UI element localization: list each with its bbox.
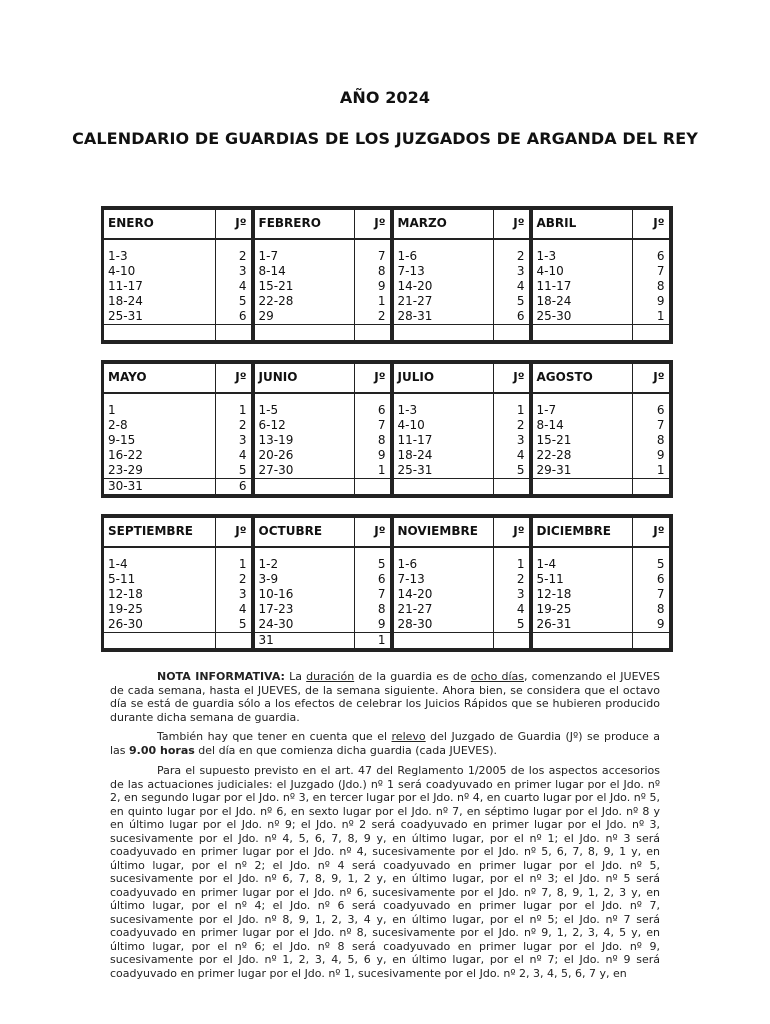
court-number: 9 (355, 279, 392, 294)
guard-date-range (531, 479, 633, 497)
court-number: 6 (494, 309, 531, 325)
court-number: 4 (216, 279, 253, 294)
court-number: 2 (494, 572, 531, 587)
court-number: 1 (494, 403, 531, 418)
table-row (103, 463, 671, 479)
guard-date-range: 4-10 (103, 264, 216, 279)
court-number: 1 (216, 557, 253, 572)
guard-date-range: 11-17 (392, 433, 494, 448)
court-number (494, 325, 531, 343)
court-column-header: Jº (633, 362, 671, 393)
table-row (103, 433, 671, 448)
court-number: 9 (633, 448, 671, 463)
month-name: ENERO (103, 208, 216, 239)
guard-date-range: 9-15 (103, 433, 216, 448)
month-name: NOVIEMBRE (392, 516, 494, 547)
guard-date-range: 1-3 (103, 249, 216, 264)
calendar-table-q1 (101, 206, 673, 344)
table-row (103, 249, 671, 264)
table-row (103, 403, 671, 418)
court-number: 5 (633, 557, 671, 572)
table-row (103, 309, 671, 325)
guard-date-range: 8-14 (253, 264, 355, 279)
court-number: 7 (355, 418, 392, 433)
court-column-header: Jº (494, 362, 531, 393)
guard-date-range: 1-7 (531, 403, 633, 418)
court-number (494, 633, 531, 651)
guard-date-range: 26-31 (531, 617, 633, 633)
guard-date-range: 3-9 (253, 572, 355, 587)
court-number: 3 (494, 587, 531, 602)
guard-date-range: 7-13 (392, 264, 494, 279)
month-name: FEBRERO (253, 208, 355, 239)
guard-date-range: 28-30 (392, 617, 494, 633)
court-number: 5 (216, 617, 253, 633)
court-number: 1 (355, 294, 392, 309)
guard-date-range: 29 (253, 309, 355, 325)
relevo-text-3: del día en que comienza dicha guardia (cada JUEVES). (194, 743, 498, 757)
relevo-text-1: También hay que tener en cuenta que el (157, 730, 392, 743)
court-number: 5 (355, 557, 392, 572)
note-text-3: , comenzando el JUEVES de cada semana, hasta el JUEVES, de la semana siguiente. Ahora bien, se considera que el octavo día se está de guardia sólo a los efectos de celebrar los Juicios Rápidos que se hubieren producido durante dicha semana de guardia. (110, 670, 660, 724)
court-column-header: Jº (355, 362, 392, 393)
guard-date-range: 22-28 (531, 448, 633, 463)
guard-date-range: 6-12 (253, 418, 355, 433)
guard-date-range: 15-21 (531, 433, 633, 448)
note-text-1: La (284, 670, 307, 683)
court-number: 4 (216, 448, 253, 463)
court-column-header: Jº (494, 516, 531, 547)
guard-date-range (253, 325, 355, 343)
court-number: 2 (216, 418, 253, 433)
court-number: 7 (355, 587, 392, 602)
guard-date-range: 14-20 (392, 279, 494, 294)
guard-date-range: 31 (253, 633, 355, 651)
court-number: 5 (216, 463, 253, 479)
court-number: 9 (355, 448, 392, 463)
court-number: 4 (494, 279, 531, 294)
note-eight-days: ocho días (470, 670, 525, 683)
guard-date-range: 18-24 (103, 294, 216, 309)
court-number: 4 (494, 448, 531, 463)
relevo-paragraph (110, 730, 660, 757)
court-number (633, 325, 671, 343)
guard-date-range: 18-24 (392, 448, 494, 463)
guard-date-range: 27-30 (253, 463, 355, 479)
court-number: 8 (633, 279, 671, 294)
guard-date-range: 16-22 (103, 448, 216, 463)
court-number: 3 (216, 587, 253, 602)
table-row (103, 587, 671, 602)
relevo-word: relevo (391, 730, 426, 743)
guard-date-range: 11-17 (531, 279, 633, 294)
court-number (633, 633, 671, 651)
court-number: 7 (633, 418, 671, 433)
court-number: 1 (494, 557, 531, 572)
court-column-header: Jº (355, 208, 392, 239)
court-number: 3 (494, 433, 531, 448)
court-number: 2 (494, 418, 531, 433)
month-name: ABRIL (531, 208, 633, 239)
note-duration: duración (306, 670, 355, 683)
guard-date-range: 25-31 (103, 309, 216, 325)
table-row (103, 294, 671, 309)
court-number: 8 (355, 433, 392, 448)
table-row (103, 448, 671, 463)
guard-date-range (392, 633, 494, 651)
guard-date-range: 19-25 (531, 602, 633, 617)
document-title: CALENDARIO DE GUARDIAS DE LOS JUZGADOS DE ARGANDA DEL REY (72, 129, 698, 148)
month-name: MARZO (392, 208, 494, 239)
table-row (103, 633, 671, 651)
court-number: 4 (216, 602, 253, 617)
table-row (103, 557, 671, 572)
court-number: 5 (216, 294, 253, 309)
table-row (103, 279, 671, 294)
court-number (633, 479, 671, 497)
guard-date-range (531, 325, 633, 343)
court-number: 3 (216, 433, 253, 448)
court-number: 5 (494, 617, 531, 633)
table-row (103, 602, 671, 617)
month-name: JUNIO (253, 362, 355, 393)
court-number: 5 (494, 463, 531, 479)
guard-date-range: 19-25 (103, 602, 216, 617)
month-name: OCTUBRE (253, 516, 355, 547)
court-number: 1 (633, 463, 671, 479)
note-label: NOTA INFORMATIVA: (157, 670, 285, 683)
court-number (494, 479, 531, 497)
court-number: 2 (216, 249, 253, 264)
guard-date-range: 1 (103, 403, 216, 418)
guard-date-range (103, 633, 216, 651)
guard-date-range: 5-11 (531, 572, 633, 587)
guard-date-range: 8-14 (531, 418, 633, 433)
court-column-header: Jº (216, 516, 253, 547)
guard-date-range: 1-7 (253, 249, 355, 264)
court-column-header: Jº (216, 362, 253, 393)
year-title: AÑO 2024 (339, 88, 431, 107)
court-number: 9 (633, 617, 671, 633)
guard-date-range: 30-31 (103, 479, 216, 497)
court-number (216, 325, 253, 343)
relevo-text-2: del Juzgado de Guardia (Jº) se produce a las (110, 730, 660, 757)
guard-date-range (531, 633, 633, 651)
month-name: SEPTIEMBRE (103, 516, 216, 547)
guard-date-range: 12-18 (531, 587, 633, 602)
guard-date-range: 11-17 (103, 279, 216, 294)
court-number: 7 (355, 249, 392, 264)
court-number: 3 (494, 264, 531, 279)
guard-date-range: 18-24 (531, 294, 633, 309)
guard-date-range: 17-23 (253, 602, 355, 617)
month-header-row (103, 516, 671, 547)
informative-note (110, 670, 660, 724)
guard-date-range: 10-16 (253, 587, 355, 602)
guard-date-range: 1-4 (531, 557, 633, 572)
court-number: 1 (355, 463, 392, 479)
guard-date-range: 26-30 (103, 617, 216, 633)
guard-date-range: 25-30 (531, 309, 633, 325)
court-number: 4 (494, 602, 531, 617)
guard-date-range: 1-4 (103, 557, 216, 572)
court-number: 1 (633, 309, 671, 325)
court-number: 5 (494, 294, 531, 309)
court-number: 1 (355, 633, 392, 651)
guard-date-range: 29-31 (531, 463, 633, 479)
court-number: 6 (633, 572, 671, 587)
court-number: 2 (216, 572, 253, 587)
court-number: 6 (216, 309, 253, 325)
month-name: MAYO (103, 362, 216, 393)
table-row (103, 479, 671, 497)
court-number (355, 325, 392, 343)
court-number: 6 (355, 403, 392, 418)
table-row (103, 617, 671, 633)
guard-date-range: 28-31 (392, 309, 494, 325)
court-number: 6 (633, 403, 671, 418)
court-number: 6 (633, 249, 671, 264)
guard-date-range: 2-8 (103, 418, 216, 433)
guard-date-range: 23-29 (103, 463, 216, 479)
guard-date-range: 21-27 (392, 294, 494, 309)
month-name: AGOSTO (531, 362, 633, 393)
coadyuvancia-text: Para el supuesto previsto en el art. 47 del Reglamento 1/2005 de los aspectos accesorios de las actuaciones judiciales: el Juzgado (Jdo.) nº 1 será coadyuvado en primer lugar por el Jdo. nº 2, en segundo lugar por el Jdo. nº 3, en tercer lugar por el Jdo. nº 4, en cuarto lugar por el Jdo. nº 5, en quinto lugar por el Jdo. nº 6, en sexto lugar por el Jdo. nº 7, en séptimo lugar por el Jdo. nº 8 y en último lugar por el Jdo. nº 9; el Jdo. nº 2 será coadyuvado en primer lugar por el Jdo. nº 3, sucesivamente por el Jdo. nº 4, 5, 6, 7, 8, 9 y, en último lugar, por el nº 1; el Jdo. nº 3 será coadyuvado en primer lugar por el Jdo. nº 4, sucesivamente por el Jdo. nº 5, 6, 7, 8, 9, 1 y, en último lugar, por el nº 2; el Jdo. nº 4 será coadyuvado en primer lugar por el Jdo. nº 5, sucesivamente por el Jdo. nº 6, 7, 8, 9, 1, 2 y, en último lugar, por el nº 3; el Jdo. nº 5 será coadyuvado en primer lugar por el Jdo. nº 6, sucesivamente por el Jdo. nº 7, 8, 9, 1, 2, 3 y, en último lugar, por el nº 4; el Jdo. nº 6 será coadyuvado en primer lugar por el Jdo. nº 7, sucesivamente por el Jdo. nº 8, 9, 1, 2, 3, 4 y, en último lugar, por el nº 5; el Jdo. nº 7 será coadyuvado en primer lugar por el Jdo. nº 8, sucesivamente por el Jdo. nº 9, 1, 2, 3, 4, 5 y, en último lugar, por el nº 6; el Jdo. nº 8 será coadyuvado en primer lugar por el Jdo. nº 9, sucesivamente por el Jdo. nº 1, 2, 3, 4, 5, 6 y, en último lugar, por el nº 7; el Jdo. nº 9 será coadyuvado en primer lugar por el Jdo. nº 1, sucesivamente por el Jdo. nº 2, 3, 4, 5, 6, 7 y, en (110, 764, 660, 980)
court-number: 6 (216, 479, 253, 497)
guard-date-range: 25-31 (392, 463, 494, 479)
table-row (103, 418, 671, 433)
guard-date-range: 14-20 (392, 587, 494, 602)
guard-date-range: 15-21 (253, 279, 355, 294)
guard-date-range (392, 325, 494, 343)
court-column-header: Jº (633, 208, 671, 239)
guard-date-range: 22-28 (253, 294, 355, 309)
court-number: 9 (355, 617, 392, 633)
table-row (103, 264, 671, 279)
guard-date-range: 20-26 (253, 448, 355, 463)
court-number (355, 479, 392, 497)
calendar-table-q2 (101, 360, 673, 498)
guard-date-range: 24-30 (253, 617, 355, 633)
court-column-header: Jº (494, 208, 531, 239)
guard-date-range: 1-2 (253, 557, 355, 572)
month-name: JULIO (392, 362, 494, 393)
court-number: 3 (216, 264, 253, 279)
guard-date-range: 1-3 (392, 403, 494, 418)
guard-date-range: 1-6 (392, 249, 494, 264)
court-number: 1 (216, 403, 253, 418)
court-number (216, 633, 253, 651)
court-number: 8 (355, 602, 392, 617)
guard-date-range: 21-27 (392, 602, 494, 617)
calendar-table-q3 (101, 514, 673, 652)
guard-date-range (103, 325, 216, 343)
month-header-row (103, 362, 671, 393)
note-text-2: de la guardia es de (354, 670, 471, 683)
court-number: 9 (633, 294, 671, 309)
coadyuvancia-paragraph (110, 764, 660, 980)
guard-date-range (392, 479, 494, 497)
guard-date-range: 4-10 (392, 418, 494, 433)
month-name: DICIEMBRE (531, 516, 633, 547)
guard-date-range: 7-13 (392, 572, 494, 587)
guard-date-range: 13-19 (253, 433, 355, 448)
court-number: 8 (355, 264, 392, 279)
court-number: 7 (633, 264, 671, 279)
court-number: 7 (633, 587, 671, 602)
court-number: 2 (494, 249, 531, 264)
court-column-header: Jº (355, 516, 392, 547)
court-column-header: Jº (633, 516, 671, 547)
guard-date-range: 12-18 (103, 587, 216, 602)
guard-date-range: 4-10 (531, 264, 633, 279)
court-number: 8 (633, 602, 671, 617)
relevo-hour: 9.00 horas (129, 743, 195, 757)
table-row (103, 325, 671, 343)
court-number: 2 (355, 309, 392, 325)
guard-date-range: 1-5 (253, 403, 355, 418)
guard-date-range (253, 479, 355, 497)
table-row (103, 572, 671, 587)
month-header-row (103, 208, 671, 239)
court-number: 6 (355, 572, 392, 587)
court-column-header: Jº (216, 208, 253, 239)
guard-date-range: 1-6 (392, 557, 494, 572)
guard-date-range: 5-11 (103, 572, 216, 587)
guard-date-range: 1-3 (531, 249, 633, 264)
court-number: 8 (633, 433, 671, 448)
